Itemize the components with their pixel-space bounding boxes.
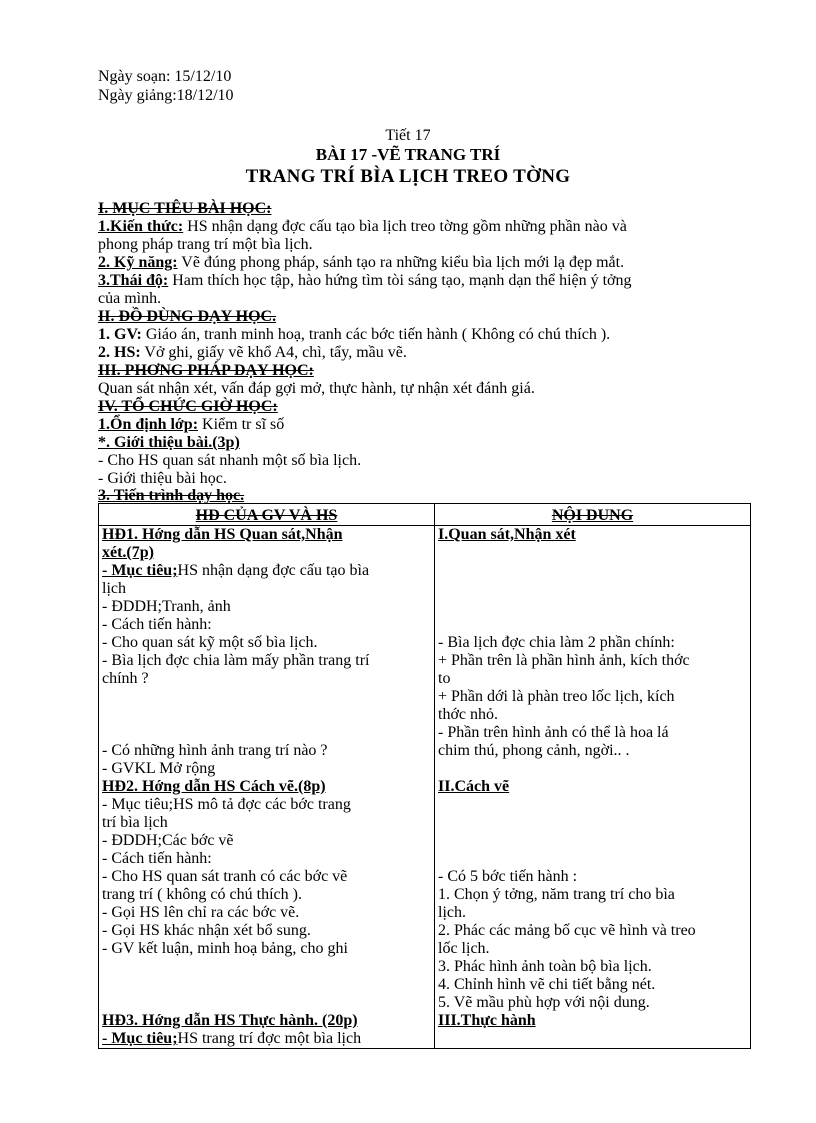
stable-text: Kiểm tr sĩ số xyxy=(198,416,285,433)
table-body-row xyxy=(99,526,751,1049)
content-text: + Phần dới là phàn treo lốc lịch, kích xyxy=(438,688,675,705)
activity-line xyxy=(102,742,431,760)
activity-line xyxy=(102,544,431,562)
activity-text: - Cho HS quan sát tranh có các bớc vẽ xyxy=(102,868,348,885)
content-line xyxy=(438,976,747,994)
activity-text: HĐ1. Hớng dẫn HS Quan sát,Nhận xyxy=(102,526,343,543)
activity-line xyxy=(102,886,431,904)
content-text: lốc lịch. xyxy=(438,940,490,957)
content-line xyxy=(438,652,747,670)
prep-date: Ngày soạn: 15/12/10 xyxy=(98,68,232,85)
content-line xyxy=(438,832,747,850)
activity-text: trang trí ( không có chú thích ). xyxy=(102,886,302,903)
gv-label: 1. GV: xyxy=(98,326,142,343)
content-text: 5. Vẽ mầu phù hợp với nội dung. xyxy=(438,994,650,1011)
content-line xyxy=(438,526,747,544)
lesson-title: BÀI 17 -VẼ TRANG TRÍ xyxy=(315,145,501,164)
content-line xyxy=(438,724,747,742)
activity-line xyxy=(102,940,431,958)
content-text: I.Quan sát,Nhận xét xyxy=(438,526,576,543)
content-line xyxy=(438,778,747,796)
content-text: - Bìa lịch đợc chia làm 2 phần chính: xyxy=(438,634,675,651)
content-line xyxy=(438,886,747,904)
attitude-line xyxy=(98,272,632,290)
content-line xyxy=(438,850,747,868)
content-text: II.Cách vẽ xyxy=(438,778,510,795)
activity-line xyxy=(102,580,431,598)
content-line xyxy=(438,742,747,760)
stable-line xyxy=(98,416,284,434)
content-line xyxy=(438,958,747,976)
attitude-line2: của mình. xyxy=(98,290,162,307)
activity-line xyxy=(102,706,431,724)
skill-text: Vẽ đúng phong pháp, sánh tạo ra những kiểu bìa lịch mới lạ đẹp mắt. xyxy=(177,254,625,271)
teacher-student-activities-cell xyxy=(99,526,435,1049)
activity-text: HĐ3. Hớng dẫn HS Thực hành. (20p) xyxy=(102,1012,358,1029)
method-text: Quan sát nhận xét, vấn đáp gợi mở, thực hành, tự nhận xét đánh giá. xyxy=(98,380,535,397)
content-text: - Có 5 bớc tiến hành : xyxy=(438,868,578,885)
activity-text: - Mục tiêu; xyxy=(102,1030,178,1047)
attitude-label: 3.Thái độ: xyxy=(98,272,169,289)
period-label: Tiết 17 xyxy=(385,127,431,144)
activity-line xyxy=(102,832,431,850)
activity-line xyxy=(102,634,431,652)
activity-line xyxy=(102,526,431,544)
activity-line xyxy=(102,796,431,814)
activity-text: HĐ2. Hớng dẫn HS Cách vẽ.(8p) xyxy=(102,778,326,795)
content-line xyxy=(438,706,747,724)
section3-heading: III. PHƠNG PHÁP DẠY HỌC: xyxy=(98,362,314,379)
activity-text-rest: HS trang trí đợc một bìa lịch xyxy=(177,1030,362,1047)
activity-line xyxy=(102,976,431,994)
activity-text: chính ? xyxy=(102,670,149,687)
knowledge-text: HS nhận dạng đợc cấu tạo bìa lịch treo tờng gồm những phần nào và xyxy=(183,218,627,235)
activity-text: - Cách tiến hành: xyxy=(102,616,212,633)
activity-text: - Cách tiến hành: xyxy=(102,850,212,867)
process-heading: 3. Tiến trình dạy học. xyxy=(98,487,245,504)
activity-text: - Mục tiêu;HS mô tả đợc các bớc trang xyxy=(102,796,351,813)
hs-line xyxy=(98,344,407,362)
content-text: lịch. xyxy=(438,904,466,921)
activity-line xyxy=(102,598,431,616)
activity-line xyxy=(102,994,431,1012)
intro-heading: *. Giới thiệu bài.(3p) xyxy=(98,434,240,451)
activity-text: - ĐDDH;Tranh, ảnh xyxy=(102,598,231,615)
content-text: 1. Chọn ý tởng, năm trang trí cho bìa xyxy=(438,886,675,903)
content-line xyxy=(438,562,747,580)
content-line xyxy=(438,544,747,562)
table-header-row xyxy=(99,504,751,526)
activity-line xyxy=(102,868,431,886)
content-line xyxy=(438,760,747,778)
topic-title: TRANG TRÍ BÌA LỊCH TREO TỜNG xyxy=(245,166,571,187)
content-line xyxy=(438,688,747,706)
activity-text: lịch xyxy=(102,580,126,597)
content-line xyxy=(438,868,747,886)
content-line xyxy=(438,598,747,616)
content-line xyxy=(438,994,747,1012)
activity-line xyxy=(102,922,431,940)
hs-text: Vở ghi, giấy vẽ khổ A4, chì, tẩy, mầu vẽ. xyxy=(140,344,407,361)
knowledge-label: 1.Kiến thức: xyxy=(98,218,184,235)
hs-label: 2. HS: xyxy=(98,344,141,361)
lesson-table xyxy=(98,503,751,1049)
activity-text: trí bìa lịch xyxy=(102,814,168,831)
activity-line xyxy=(102,814,431,832)
activity-text: - Bìa lịch đợc chia làm mấy phần trang trí xyxy=(102,652,370,669)
activity-line xyxy=(102,958,431,976)
teach-date: Ngày giảng:18/12/10 xyxy=(98,87,234,104)
skill-label: 2. Kỹ năng: xyxy=(98,254,178,271)
intro-item-2: - Giới thiệu bài học. xyxy=(98,470,227,487)
content-line xyxy=(438,814,747,832)
knowledge-line2: phong pháp trang trí một bìa lịch. xyxy=(98,236,313,253)
activity-line xyxy=(102,760,431,778)
activity-line xyxy=(102,688,431,706)
content-line xyxy=(438,940,747,958)
activity-text: - Gọi HS khác nhận xét bổ sung. xyxy=(102,922,311,939)
intro-item-1: - Cho HS quan sát nhanh một số bìa lịch. xyxy=(98,452,362,469)
content-cell xyxy=(435,526,751,1049)
activity-text: - Có những hình ảnh trang trí nào ? xyxy=(102,742,328,759)
section2-heading: II. ĐỒ DÙNG DẠY HỌC. xyxy=(98,308,277,325)
activity-text: - GVKL Mở rộng xyxy=(102,760,216,777)
activity-line xyxy=(102,1030,431,1048)
knowledge-line xyxy=(98,218,627,236)
skill-line xyxy=(98,254,624,272)
activity-text: - Mục tiêu; xyxy=(102,562,178,579)
content-line xyxy=(438,1030,747,1048)
content-text: thớc nhỏ. xyxy=(438,706,499,723)
section1-heading: I. MỤC TIÊU BÀI HỌC: xyxy=(98,200,272,217)
content-line xyxy=(438,616,747,634)
gv-line xyxy=(98,326,610,344)
activity-text: - Gọi HS lên chỉ ra các bớc vẽ. xyxy=(102,904,300,921)
content-line xyxy=(438,634,747,652)
activity-text: xét.(7p) xyxy=(102,544,154,561)
activity-line xyxy=(102,1012,431,1030)
activity-text: - Cho quan sát kỹ một số bìa lịch. xyxy=(102,634,318,651)
section4-heading: IV. TỔ CHỨC GIỜ HỌC: xyxy=(98,398,278,415)
content-text: to xyxy=(438,670,451,687)
content-line xyxy=(438,922,747,940)
activity-line xyxy=(102,616,431,634)
content-line xyxy=(438,796,747,814)
content-line xyxy=(438,1012,747,1030)
content-line xyxy=(438,580,747,598)
activity-line xyxy=(102,652,431,670)
content-text: III.Thực hành xyxy=(438,1012,536,1029)
activity-line xyxy=(102,904,431,922)
activity-line xyxy=(102,670,431,688)
activity-line xyxy=(102,724,431,742)
stable-label: 1.Ổn định lớp: xyxy=(98,416,199,433)
activity-text-rest: HS nhận dạng đợc cấu tạo bìa xyxy=(177,562,370,579)
col1-header: HĐ CỦA GV VÀ HS xyxy=(99,504,435,526)
content-text: chim thú, phong cảnh, ngời.. . xyxy=(438,742,630,759)
attitude-text: Ham thích học tập, hào hứng tìm tòi sáng tạo, mạnh dạn thể hiện ý tởng xyxy=(168,272,632,289)
activity-line xyxy=(102,562,431,580)
gv-text: Giáo án, tranh minh hoạ, tranh các bớc tiến hành ( Không có chú thích ). xyxy=(141,326,611,343)
activity-text: - GV kết luận, minh hoạ bảng, cho ghi xyxy=(102,940,348,957)
content-text: + Phần trên là phần hình ảnh, kích thớc xyxy=(438,652,690,669)
content-line xyxy=(438,670,747,688)
activity-text: - ĐDDH;Các bớc vẽ xyxy=(102,832,234,849)
col2-header: NỘI DUNG xyxy=(435,504,751,526)
content-text: 3. Phác hình ảnh toàn bộ bìa lịch. xyxy=(438,958,652,975)
content-line xyxy=(438,904,747,922)
content-text: - Phần trên hình ảnh có thể là hoa lá xyxy=(438,724,669,741)
activity-line xyxy=(102,850,431,868)
content-text: 4. Chỉnh hình vẽ chi tiết bằng nét. xyxy=(438,976,656,993)
activity-line xyxy=(102,778,431,796)
content-text: 2. Phác các mảng bố cục vẽ hình và treo xyxy=(438,922,696,939)
